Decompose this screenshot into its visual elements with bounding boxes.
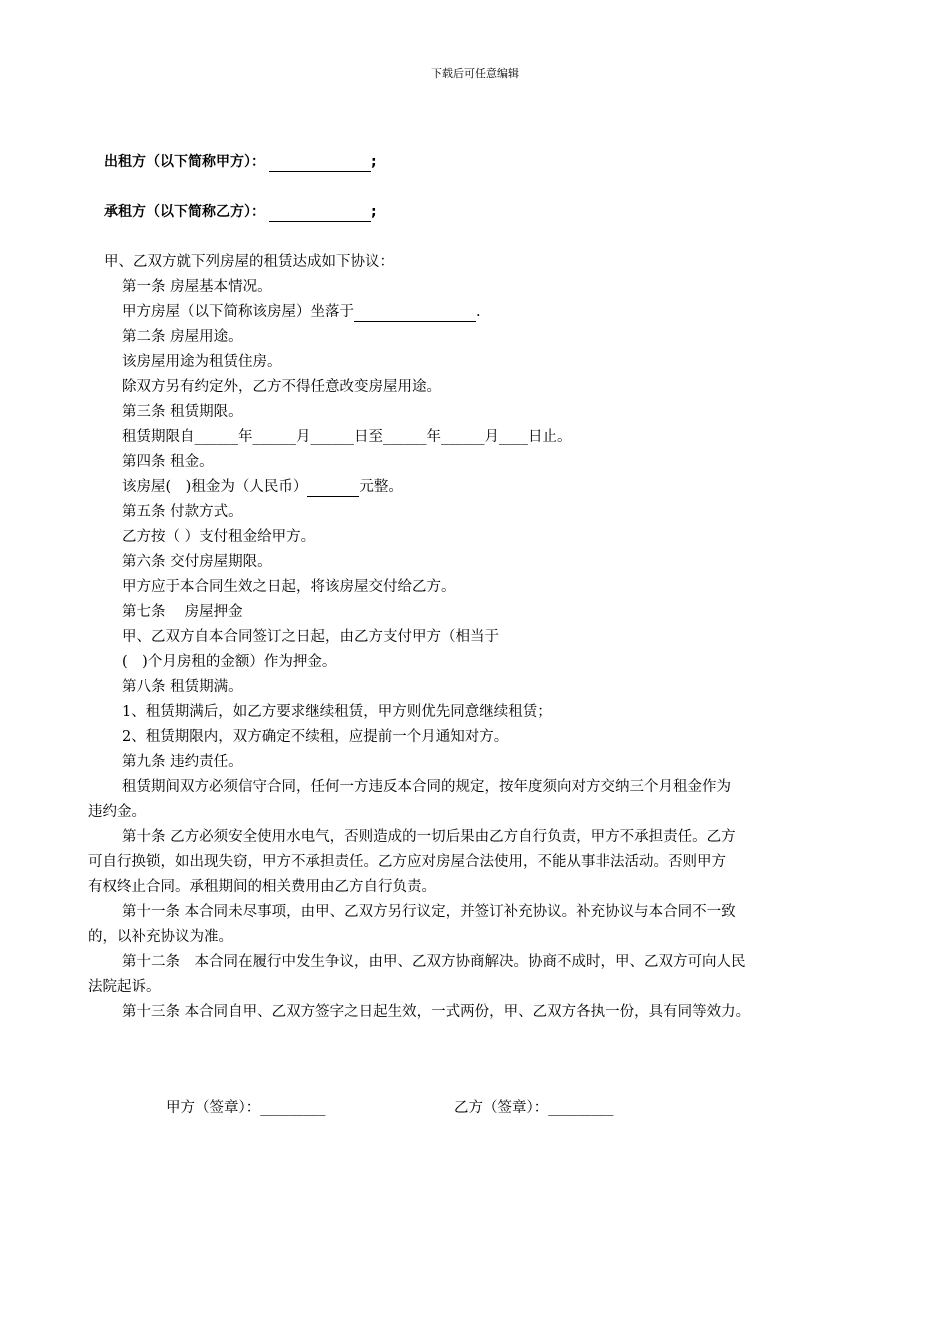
article-1-end: .: [476, 304, 481, 320]
article-8-text-1: 1、租赁期满后，如乙方要求继续租赁，甲方则优先同意继续租赁；: [122, 704, 552, 720]
article-6-text: 甲方应于本合同生效之日起，将该房屋交付给乙方。: [122, 579, 456, 595]
article-2-text-2: 除双方另有约定外，乙方不得任意改变房屋用途。: [122, 379, 441, 395]
article-3-title: 第三条 租赁期限。: [122, 404, 243, 420]
intro-text: 甲、乙双方就下列房屋的租赁达成如下协议：: [104, 254, 394, 270]
article-2-title: 第二条 房屋用途。: [122, 329, 243, 345]
article-12-text-1: 第十二条 本合同在履行中发生争议，由甲、乙双方协商解决。协商不成时，甲、乙双方可向人民: [122, 954, 746, 970]
article-10-text-2: 可自行换锁，如出现失窃，甲方不承担责任。乙方应对房屋合法使用，不能从事非法活动。否则甲方: [88, 854, 726, 870]
lessee-end: ;: [371, 204, 377, 220]
article-7-text-2: ( )个月房租的金额）作为押金。: [122, 654, 337, 670]
article-7-title: 第七条 房屋押金: [122, 604, 243, 620]
lessor-blank: [269, 155, 371, 172]
article-9-text-2: 违约金。: [88, 804, 146, 820]
address-blank: [354, 305, 476, 322]
article-11-text-1: 第十一条 本合同未尽事项，由甲、乙双方另行议定，并签订补充协议。补充协议与本合同不一致: [122, 904, 736, 920]
article-11-text-2: 的，以补充协议为准。: [88, 929, 233, 945]
article-1-text: 甲方房屋（以下简称该房屋）坐落于: [122, 304, 354, 320]
article-7-text-1: 甲、乙双方自本合同签订之日起，由乙方支付甲方（相当于: [122, 629, 499, 645]
article-1-title: 第一条 房屋基本情况。: [122, 279, 272, 295]
article-5-title: 第五条 付款方式。: [122, 504, 243, 520]
article-10-text-3: 有权终止合同。承租期间的相关费用由乙方自行负责。: [88, 879, 436, 895]
party-b-signature: 乙方（签章）：_________: [454, 1100, 614, 1116]
article-8-text-2: 2、租赁期限内，双方确定不续租，应提前一个月通知对方。: [122, 729, 509, 745]
article-6-title: 第六条 交付房屋期限。: [122, 554, 272, 570]
article-12-text-2: 法院起诉。: [88, 979, 161, 995]
article-9-text-1: 租赁期间双方必须信守合同，任何一方违反本合同的规定，按年度须向对方交纳三个月租金作为: [122, 779, 731, 795]
article-13-text: 第十三条 本合同自甲、乙双方签字之日起生效，一式两份，甲、乙双方各执一份，具有同等效力。: [122, 1004, 751, 1020]
article-8-title: 第八条 租赁期满。: [122, 679, 243, 695]
article-2-text-1: 该房屋用途为租赁住房。: [122, 354, 282, 370]
lessor-line: [104, 152, 377, 172]
article-3-text: 租赁期限自______年______月______日至______年______月____日止。: [122, 429, 572, 445]
article-10-text-1: 第十条 乙方必须安全使用水电气，否则造成的一切后果由乙方自行负责，甲方不承担责任。乙方: [122, 829, 736, 845]
lessor-end: ;: [371, 154, 377, 170]
lessee-blank: [269, 205, 371, 222]
article-9-title: 第九条 违约责任。: [122, 754, 243, 770]
article-4-text: 该房屋( )租金为（人民币）: [122, 479, 308, 495]
page-header-note: 下载后可任意编辑: [431, 67, 519, 80]
article-4-title: 第四条 租金。: [122, 454, 214, 470]
article-4-line: [122, 477, 403, 497]
article-5-text: 乙方按（ ）支付租金给甲方。: [122, 529, 316, 545]
rent-amount-blank: [307, 480, 359, 497]
article-4-end: 元整。: [359, 479, 403, 495]
lessee-label: 承租方（以下简称乙方）：: [104, 204, 265, 220]
lessor-label: 出租方（以下简称甲方）：: [104, 154, 265, 170]
article-1-line: [122, 302, 481, 322]
party-a-signature: 甲方（签章）：_________: [166, 1100, 326, 1116]
lessee-line: [104, 202, 377, 222]
